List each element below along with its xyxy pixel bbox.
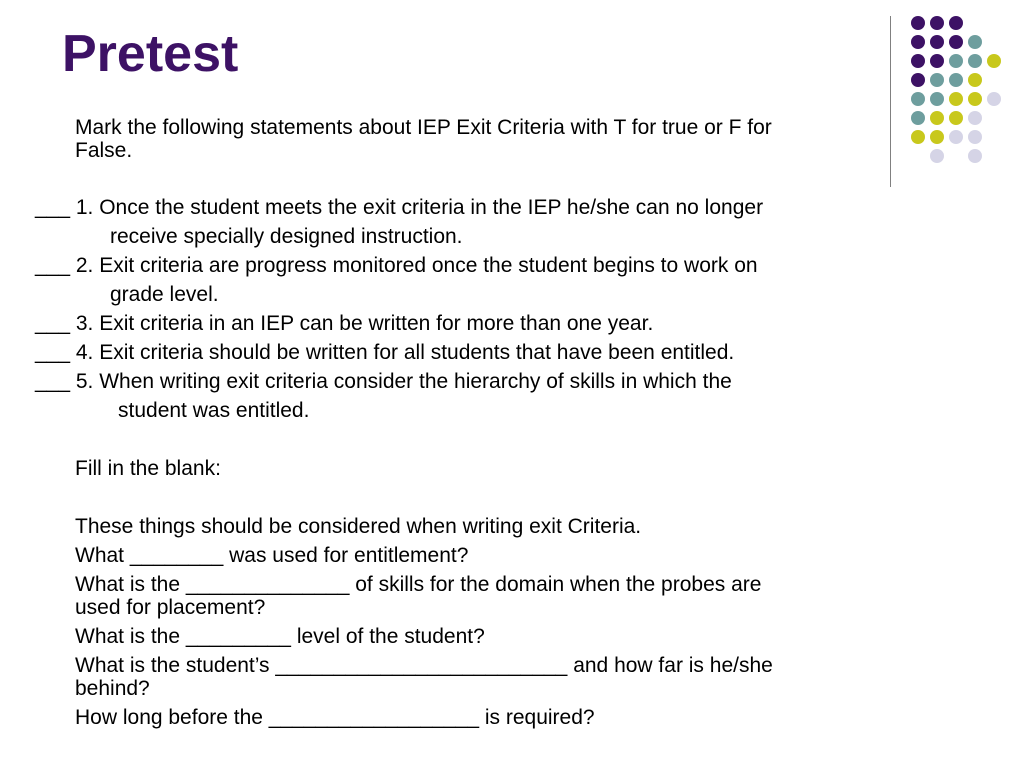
decor-dot bbox=[930, 73, 944, 87]
decor-dot bbox=[911, 92, 925, 106]
question-4-continued: behind? bbox=[75, 677, 150, 700]
decor-dot bbox=[987, 54, 1001, 68]
decor-dot bbox=[949, 130, 963, 144]
question-4: What is the student’s _________________________ and how far is he/she bbox=[75, 654, 773, 677]
decor-dot bbox=[930, 35, 944, 49]
decor-dot bbox=[968, 92, 982, 106]
question-2-continued: used for placement? bbox=[75, 596, 266, 619]
fill-in-heading: Fill in the blank: bbox=[75, 457, 221, 480]
decor-dot bbox=[968, 149, 982, 163]
considerations-text: These things should be considered when writing exit Criteria. bbox=[75, 515, 642, 538]
decor-dot bbox=[930, 54, 944, 68]
decor-dot bbox=[968, 73, 982, 87]
decor-dot bbox=[930, 130, 944, 144]
decor-dot bbox=[911, 16, 925, 30]
decor-dot bbox=[949, 54, 963, 68]
decor-dot bbox=[930, 149, 944, 163]
decor-dot bbox=[911, 54, 925, 68]
statement-4: ___ 4. Exit criteria should be written for all students that have been entitled. bbox=[35, 341, 735, 364]
decor-dot bbox=[930, 92, 944, 106]
question-5: How long before the __________________ is required? bbox=[75, 706, 595, 729]
decor-dot bbox=[930, 111, 944, 125]
decor-dot bbox=[911, 130, 925, 144]
decor-dot bbox=[949, 35, 963, 49]
statement-5: ___ 5. When writing exit criteria consider the hierarchy of skills in which the bbox=[35, 370, 732, 393]
vertical-divider bbox=[890, 16, 891, 187]
statement-3: ___ 3. Exit criteria in an IEP can be written for more than one year. bbox=[35, 312, 654, 335]
decor-dot bbox=[911, 111, 925, 125]
statement-1-continued: receive specially designed instruction. bbox=[110, 225, 463, 248]
statement-5-continued: student was entitled. bbox=[118, 399, 310, 422]
question-1: What ________ was used for entitlement? bbox=[75, 544, 469, 567]
statement-2: ___ 2. Exit criteria are progress monitored once the student begins to work on bbox=[35, 254, 758, 277]
decor-dot bbox=[968, 54, 982, 68]
instruction-line-2: False. bbox=[75, 139, 133, 162]
decor-dot bbox=[930, 16, 944, 30]
decor-dot bbox=[911, 35, 925, 49]
decor-dot bbox=[968, 130, 982, 144]
decor-dot bbox=[968, 35, 982, 49]
decor-dot bbox=[949, 16, 963, 30]
decor-dot bbox=[968, 111, 982, 125]
decor-dot bbox=[949, 73, 963, 87]
statement-1: ___ 1. Once the student meets the exit criteria in the IEP he/she can no longer bbox=[35, 196, 764, 219]
statement-2-continued: grade level. bbox=[110, 283, 219, 306]
instruction-line-1: Mark the following statements about IEP Exit Criteria with T for true or F for bbox=[75, 116, 772, 139]
decor-dot bbox=[987, 92, 1001, 106]
decor-dot bbox=[949, 92, 963, 106]
question-3: What is the _________ level of the student? bbox=[75, 625, 485, 648]
slide-title: Pretest bbox=[62, 25, 239, 83]
question-2: What is the ______________ of skills for the domain when the probes are bbox=[75, 573, 762, 596]
decor-dot bbox=[949, 111, 963, 125]
decor-dot bbox=[911, 73, 925, 87]
